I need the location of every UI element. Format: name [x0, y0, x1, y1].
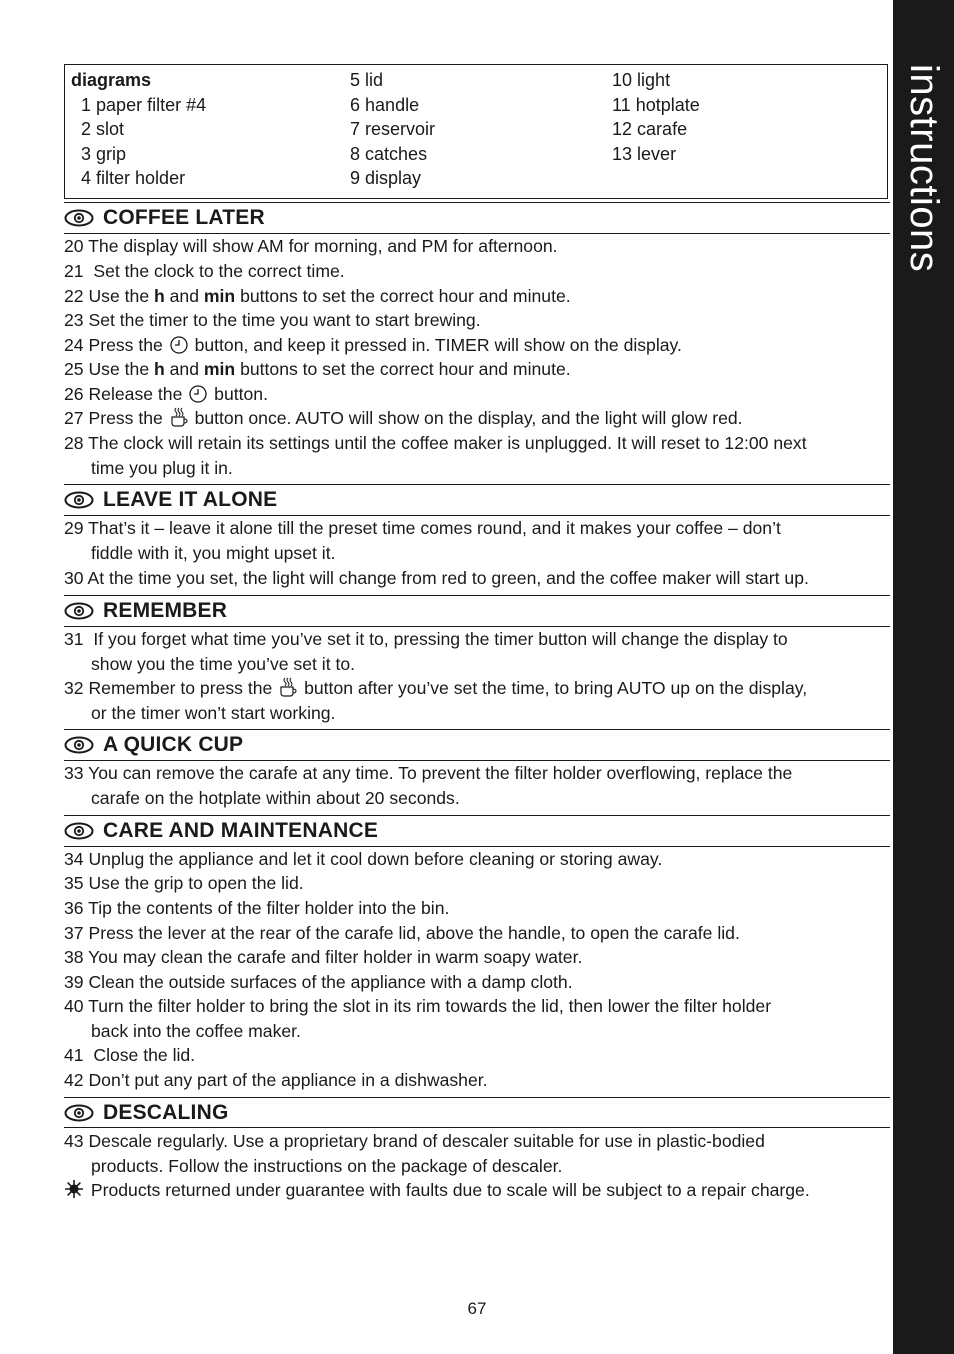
step-continuation: back into the coffee maker. — [91, 1020, 301, 1041]
step-27: 27 Press the button once. AUTO will show on the display, and the light will glow red. — [64, 408, 743, 428]
coffee-cup-icon — [170, 407, 188, 427]
diagram-item: 11 hotplate — [612, 94, 700, 115]
warning-star-icon — [64, 1179, 84, 1199]
diagrams-legend-box — [64, 64, 888, 199]
step-25: 25 Use the h and min buttons to set the correct hour and minute. — [64, 359, 571, 379]
step-20: 20 The display will show AM for morning, and PM for afternoon. — [64, 236, 558, 256]
section-title: COFFEE LATER — [103, 206, 265, 229]
step-34: 34 Unplug the appliance and let it cool down before cleaning or storing away. — [64, 849, 663, 869]
step-21: 21 Set the clock to the correct time. — [64, 261, 345, 281]
diagram-item: 12 carafe — [612, 119, 688, 139]
diagram-item: 1 paper filter #4 — [81, 94, 207, 115]
clock-icon — [189, 385, 207, 403]
eye-icon — [64, 1104, 94, 1122]
eye-icon — [64, 491, 94, 509]
diagram-item: 2 slot — [81, 119, 125, 139]
step-continuation: fiddle with it, you might upset it. — [91, 542, 336, 563]
step-22: 22 Use the h and min buttons to set the correct hour and minute. — [64, 286, 571, 306]
diagram-item: 10 light — [612, 70, 671, 90]
step-35: 35 Use the grip to open the lid. — [64, 873, 304, 893]
step-continuation: products. Follow the instructions on the package of descaler. — [91, 1155, 563, 1176]
diagram-item: 13 lever — [612, 143, 677, 164]
step-30: 30 At the time you set, the light will change from red to green, and the coffee maker will start up. — [64, 568, 809, 588]
step-continuation: show you the time you’ve set it to. — [91, 653, 356, 674]
section-heading-quick-cup — [64, 730, 890, 760]
side-tab-title: instructions — [902, 64, 946, 273]
step-38: 38 You may clean the carafe and filter holder in warm soapy water. — [64, 947, 583, 967]
section-title: DESCALING — [103, 1101, 229, 1124]
section-title: A QUICK CUP — [103, 733, 244, 756]
step-continuation: or the timer won’t start working. — [91, 702, 336, 723]
section-title: CARE AND MAINTENANCE — [103, 819, 379, 842]
step-continuation: carafe on the hotplate within about 20 seconds. — [91, 787, 460, 808]
diagram-item: 5 lid — [350, 70, 384, 90]
step-43: 43 Descale regularly. Use a proprietary brand of descaler suitable for use in plastic-bodied products. Follow the instructions on the package of descaler. — [64, 1129, 890, 1178]
step-29: 29 That’s it – leave it alone till the preset time comes round, and it makes your coffee – don’t fiddle with it, you might upset it. — [64, 516, 890, 565]
section-heading-remember — [64, 596, 890, 626]
diagram-item: 8 catches — [350, 143, 428, 164]
step-24: 24 Press the button, and keep it pressed in. TIMER will show on the display. — [64, 335, 682, 355]
section-title: REMEMBER — [103, 599, 228, 622]
step-36: 36 Tip the contents of the filter holder into the bin. — [64, 898, 450, 918]
step-23: 23 Set the timer to the time you want to start brewing. — [64, 310, 481, 330]
eye-icon — [64, 736, 94, 754]
step-42: 42 Don’t put any part of the appliance in a dishwasher. — [64, 1070, 488, 1090]
warning-note: Products returned under guarantee with faults due to scale will be subject to a repair charge. — [64, 1178, 890, 1203]
section-rule — [64, 1127, 890, 1128]
step-26: 26 Release the button. — [64, 384, 268, 404]
step-31: 31 If you forget what time you’ve set it to, pressing the timer button will change the display to show you the time you’ve set it to. — [64, 627, 890, 676]
diagram-item: 7 reservoir — [350, 119, 436, 139]
diagrams-title: diagrams — [71, 70, 152, 90]
section-heading-care-and-maintenance — [64, 816, 890, 846]
eye-icon — [64, 822, 94, 840]
section-heading-leave-it-alone — [64, 485, 890, 515]
diagrams-column-1 — [71, 68, 206, 191]
coffee-cup-icon — [279, 677, 297, 697]
step-33: 33 You can remove the carafe at any time. To prevent the filter holder overflowing, replace the carafe on the hotplate within about 20 seconds. — [64, 761, 890, 810]
diagram-item: 3 grip — [81, 143, 127, 164]
section-title: LEAVE IT ALONE — [103, 488, 278, 511]
eye-icon — [64, 209, 94, 227]
step-37: 37 Press the lever at the rear of the carafe lid, above the handle, to open the carafe lid. — [64, 923, 740, 943]
page-number: 67 — [467, 1299, 487, 1318]
diagram-item: 9 display — [350, 168, 422, 188]
diagram-item: 4 filter holder — [81, 168, 186, 188]
eye-icon — [64, 602, 94, 620]
step-40: 40 Turn the filter holder to bring the slot in its rim towards the lid, then lower the filter holder back into the coffee maker. — [64, 994, 890, 1043]
diagrams-column-2 — [350, 68, 435, 191]
section-heading-coffee-later — [64, 203, 890, 233]
step-continuation: time you plug it in. — [91, 457, 233, 478]
clock-icon — [170, 336, 188, 354]
step-28: 28 The clock will retain its settings until the coffee maker is unplugged. It will reset to 12:00 next time you plug it in. — [64, 431, 890, 480]
section-heading-descaling — [64, 1098, 890, 1128]
diagrams-column-3 — [612, 68, 700, 166]
diagram-item: 6 handle — [350, 94, 420, 115]
step-39: 39 Clean the outside surfaces of the appliance with a damp cloth. — [64, 972, 573, 992]
step-41: 41 Close the lid. — [64, 1045, 196, 1065]
step-32: 32 Remember to press the button after you’ve set the time, to bring AUTO up on the display, or the timer won’t start working. — [64, 676, 890, 725]
